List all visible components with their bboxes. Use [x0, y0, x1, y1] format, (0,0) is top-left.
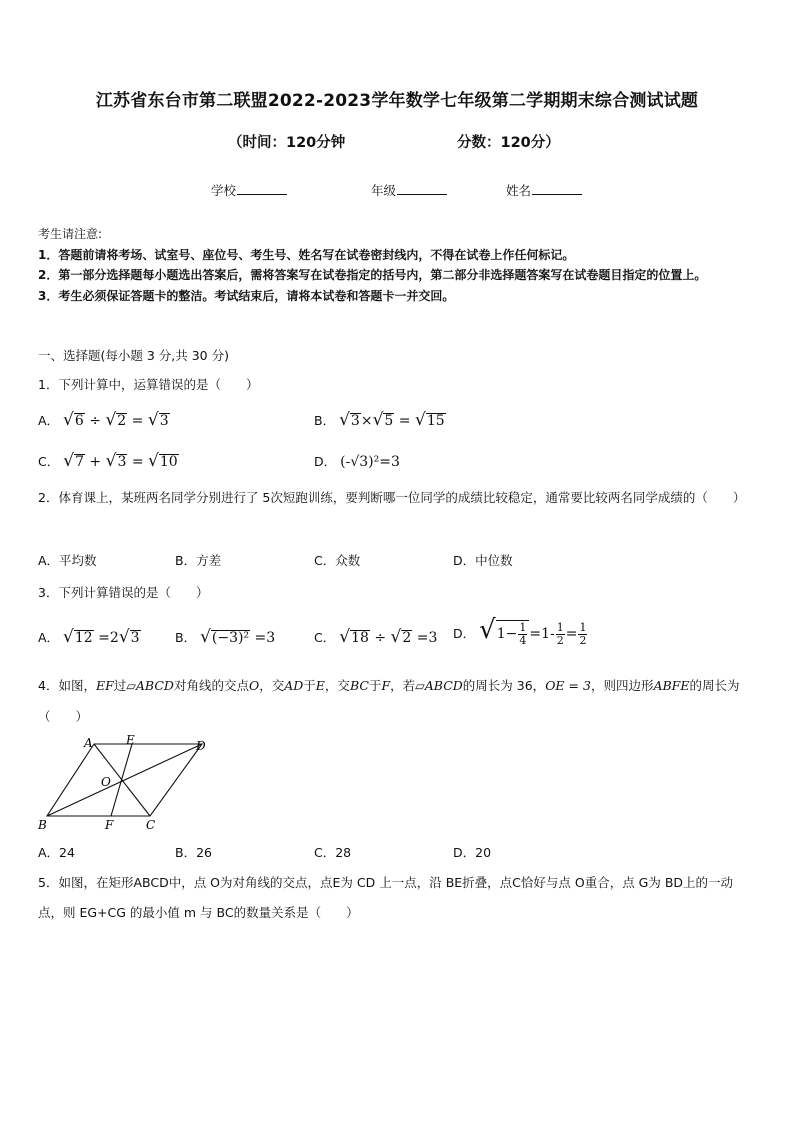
school-field[interactable]: 学校 [211, 181, 287, 199]
q1-option-a[interactable]: A． √6 ÷ √2 = √3 [38, 410, 169, 430]
q4-option-a[interactable]: A．24 [38, 845, 75, 860]
grade-field[interactable]: 年级 [371, 181, 447, 199]
notes-heading: 考生请注意: [38, 227, 103, 241]
q3-a-formula: √12 =2√3 [63, 627, 140, 647]
q3-option-a[interactable]: A． √12 =2√3 [38, 627, 140, 647]
q3-d-formula: √1− $\frac{1}{4}$ =1- $\frac{1}{2}$ = $\frac{1}{2}$ [479, 615, 587, 647]
parallelogram-figure [30, 732, 220, 836]
exam-score: 分数：120分） [457, 135, 560, 151]
q2-option-d[interactable]: D．中位数 [453, 553, 513, 568]
q1-option-c[interactable]: C． √7 + √3 = √10 [38, 451, 178, 471]
exam-notes [38, 224, 760, 306]
note-item: 3．考生必须保证答题卡的整洁。考试结束后，请将本试卷和答题卡一并交回。 [38, 288, 455, 303]
q3-c-formula: √18 ÷ √2 =3 [339, 627, 438, 647]
exam-title: 江苏省东台市第二联盟2022-2023学年数学七年级第二学期期末综合测试试题 [95, 91, 699, 111]
label-o: O [101, 775, 111, 789]
note-item: 1．答题前请将考场、试室号、座位号、考生号、姓名写在试卷密封线内，不得在试卷上作任何标记。 [38, 247, 575, 262]
question-3-stem: 3．下列计算错误的是（ ） [38, 585, 209, 600]
q1-d-formula: (-√3)²=3 [340, 454, 400, 470]
q1-a-formula: √6 ÷ √2 = √3 [63, 410, 169, 430]
label-c: C [146, 818, 156, 832]
label-f: F [105, 818, 114, 832]
q1-option-d[interactable]: D． (-√3)²=3 [314, 454, 400, 470]
label-a: A [84, 736, 93, 750]
q2-option-a[interactable]: A．平均数 [38, 553, 97, 568]
q3-option-d[interactable]: D． √1− $\frac{1}{4}$ =1- $\frac{1}{2}$ = $\frac{1}{2}$ [453, 615, 587, 647]
segment-ef [111, 744, 132, 816]
question-5-stem: 5．如图，在矩形ABCD中，点 O为对角线的交点，点E为 CD 上一点，沿 BE折叠，点C恰好与点 O重合，点 G为 BD上的一动点，则 EG+CG 的最小值 m 与 BC的数量关系是（ ） [38, 875, 734, 920]
section-heading: 一、选择题(每小题 3 分,共 30 分) [38, 348, 229, 363]
label-b: B [38, 818, 47, 832]
q4-option-b[interactable]: B．26 [175, 845, 212, 860]
label-e: E [126, 733, 135, 747]
q1-c-formula: √7 + √3 = √10 [63, 451, 178, 471]
q1-option-b[interactable]: B． √3×√5 = √15 [314, 410, 445, 430]
note-item: 2．第一部分选择题每小题选出答案后，需将答案写在试卷指定的括号内，第二部分非选择题答案写在试卷题目指定的位置上。 [38, 268, 707, 282]
name-field[interactable]: 姓名 [506, 181, 582, 199]
q3-option-c[interactable]: C． √18 ÷ √2 =3 [314, 627, 438, 647]
label-d: D [196, 739, 206, 753]
q3-b-formula: √(−3)² =3 [200, 627, 276, 647]
q3-option-b[interactable]: B． √(−3)² =3 [175, 627, 276, 647]
exam-time: （时间：120分钟 [228, 135, 346, 151]
q2-option-b[interactable]: B．方差 [175, 553, 222, 568]
question-4-stem: 4．如图，EF过▱ABCD对角线的交点O，交AD于E，交BC于F，若▱ABCD的周长为 36，OE = 3，则四边形ABFE的周长为（ ） [38, 678, 740, 724]
q1-b-formula: √3×√5 = √15 [339, 410, 445, 430]
question-2-stem: 2．体育课上，某班两名同学分别进行了 5次短跑训练，要判断哪一位同学的成绩比较稳定，通常要比较两名同学成绩的（ ） [38, 490, 746, 505]
question-1-stem: 1．下列计算中，运算错误的是（ ） [38, 377, 259, 392]
q2-option-c[interactable]: C．众数 [314, 553, 361, 568]
q4-option-c[interactable]: C．28 [314, 845, 352, 860]
q4-option-d[interactable]: D．20 [453, 845, 492, 860]
